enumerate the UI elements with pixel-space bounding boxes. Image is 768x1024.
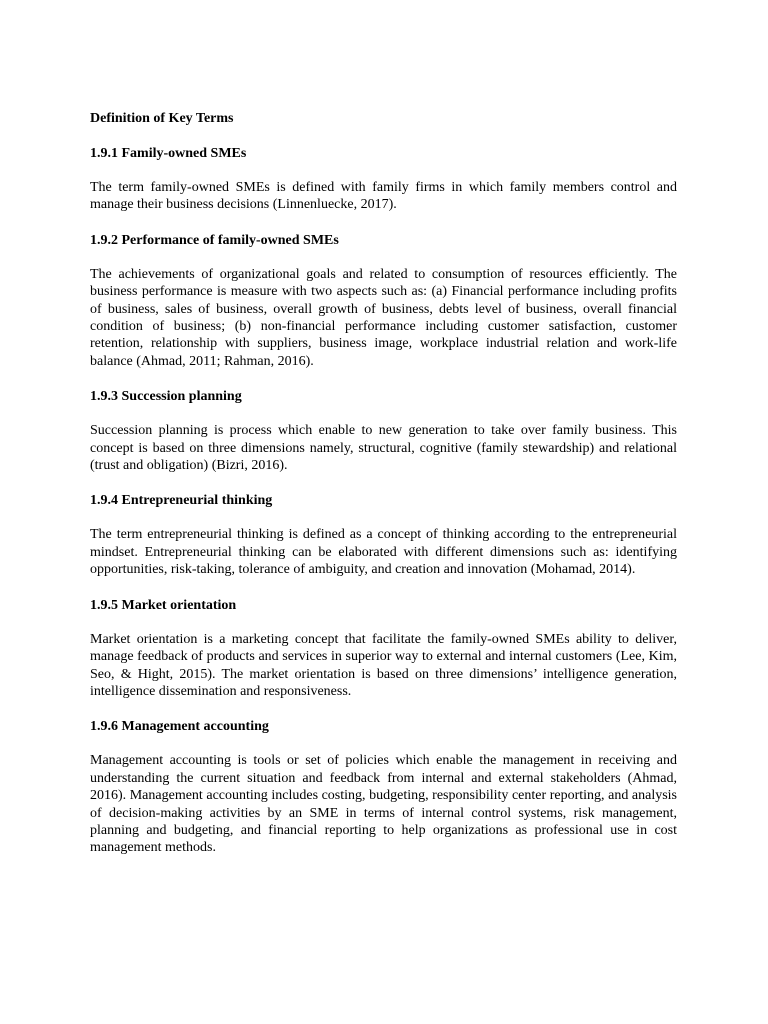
section-heading-management-accounting: 1.9.6 Management accounting <box>90 719 269 735</box>
section-heading-performance: 1.9.2 Performance of family-owned SMEs <box>90 232 339 248</box>
document-title: Definition of Key Terms <box>90 111 234 126</box>
section-body-management-accounting: Management accounting is tools or set of policies which enable the management in receiving and understanding the current situation and feedback from internal and external stakeholders (Ahmad, 2016). Management accounting includes costing, budgeting, responsibility center reporting, and analysis of decision-making activities by an SME in terms of internal control systems, risk management, planning and budgeting, and financial reporting to help organizations as professional use in cost management methods. <box>90 753 677 856</box>
section-heading-succession-planning: 1.9.3 Succession planning <box>90 389 242 405</box>
section-heading-market-orientation: 1.9.5 Market orientation <box>90 597 237 613</box>
section-body-market-orientation: Market orientation is a marketing concept that facilitate the family-owned SMEs ability to deliver, manage feedback of products and services in superior way to external and internal customers (Lee, Kim, Seo, & Hight, 2015). The market orientation is based on three dimensions’ intelligence generation, intelligence dissemination and responsiveness. <box>90 631 677 699</box>
section-heading-family-owned-smes: 1.9.1 Family-owned SMEs <box>90 146 247 161</box>
section-heading-entrepreneurial-thinking: 1.9.4 Entrepreneurial thinking <box>90 493 273 509</box>
section-body-entrepreneurial-thinking: The term entrepreneurial thinking is defined as a concept of thinking according to the entrepreneurial mindset. Entrepreneurial thinking can be elaborated with different dimensions such as: identifying opportunities, risk-taking, tolerance of ambiguity, and creation and innovation (Mohamad, 2014). <box>90 527 677 578</box>
document-content <box>90 110 677 875</box>
section-body-performance: The achievements of organizational goals and related to consumption of resources efficiently. The business performance is measure with two aspects such as: (a) Financial performance including profits of business, sales of business, overall growth of business, debts level of business, overall financial condition of business; (b) non-financial performance including customer satisfaction, customer retention, relationship with suppliers, business image, workplace industrial relation and work-life balance (Ahmad, 2011; Rahman, 2016). <box>90 266 677 369</box>
section-body-family-owned-smes: The term family-owned SMEs is defined with family firms in which family members control and manage their business decisions (Linnenluecke, 2017). <box>90 180 677 213</box>
section-body-succession-planning: Succession planning is process which enable to new generation to take over family business. This concept is based on three dimensions namely, structural, cognitive (family stewardship) and relational (trust and obligation) (Bizri, 2016). <box>90 423 677 474</box>
